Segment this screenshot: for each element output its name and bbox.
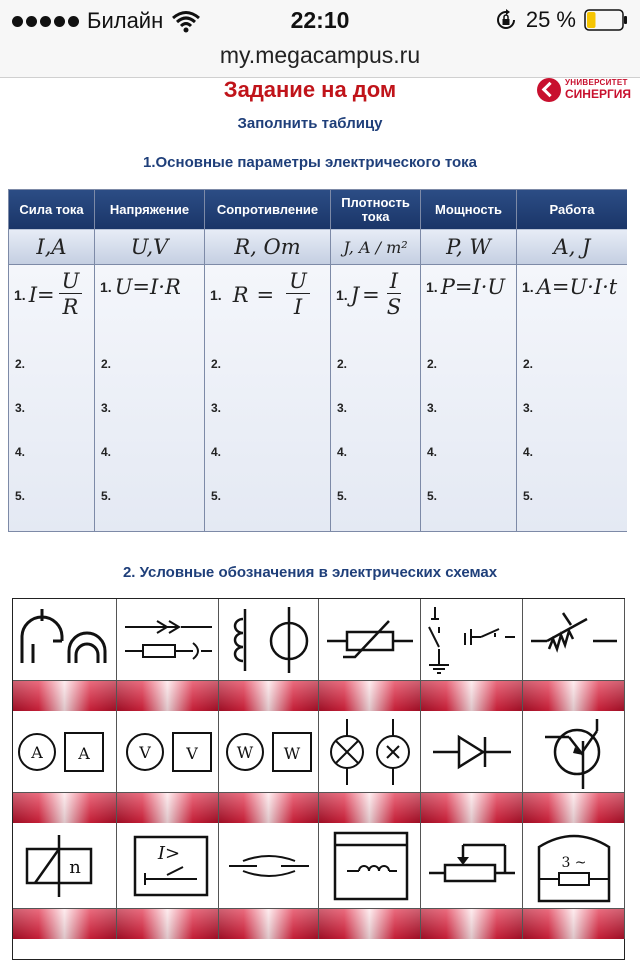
param-header: Работа bbox=[517, 190, 627, 230]
battery-icon bbox=[584, 9, 628, 31]
row-number: 5. bbox=[337, 489, 348, 503]
param-header: Плотность тока bbox=[331, 190, 420, 230]
thermal-switch-icon bbox=[523, 599, 625, 681]
row-number: 3. bbox=[101, 401, 112, 415]
row-number: 5. bbox=[427, 489, 438, 503]
param-col-voltage bbox=[95, 190, 205, 531]
decorative-band bbox=[219, 793, 319, 823]
param-formula bbox=[426, 275, 505, 299]
row-number: 3. bbox=[427, 401, 438, 415]
ammeter-label: A bbox=[31, 743, 43, 762]
spark-gap-icon bbox=[219, 823, 319, 909]
row-number: 4. bbox=[427, 445, 438, 459]
decorative-band bbox=[117, 909, 219, 939]
status-right bbox=[494, 7, 628, 33]
furnace-icon bbox=[523, 823, 625, 909]
furnace-label: 3 ~ bbox=[561, 855, 587, 871]
formula-fraction bbox=[387, 269, 401, 320]
arrow-and-fuse-icon bbox=[117, 599, 219, 681]
decorative-band bbox=[421, 681, 523, 711]
wattmeter-label: W bbox=[236, 743, 254, 762]
voltmeter-label: V bbox=[139, 743, 151, 762]
current-relay-icon bbox=[117, 823, 219, 909]
row-number: 5. bbox=[523, 489, 534, 503]
fraction-bottom: S bbox=[386, 295, 402, 319]
param-body bbox=[95, 265, 204, 531]
page-title: Задание на дом bbox=[223, 78, 397, 102]
param-formula bbox=[336, 269, 401, 320]
row-number: 2. bbox=[337, 357, 348, 371]
formula-number: 1. bbox=[210, 286, 222, 303]
param-unit: U,V bbox=[95, 230, 204, 265]
decorative-band bbox=[319, 681, 421, 711]
transistor-icon bbox=[523, 711, 625, 793]
formula-text: A=U·I·t bbox=[536, 275, 618, 299]
voltmeter-icon bbox=[117, 711, 219, 793]
param-header: Напряжение bbox=[95, 190, 204, 230]
inductor-and-source-icon bbox=[219, 599, 319, 681]
fraction-bottom: I bbox=[293, 295, 303, 319]
param-header: Мощность bbox=[421, 190, 516, 230]
formula-eq: = bbox=[256, 282, 275, 307]
formula-number: 1. bbox=[426, 279, 438, 295]
url-text[interactable]: my.megacampus.ru bbox=[219, 42, 421, 68]
param-formula bbox=[14, 269, 82, 320]
variable-resistor-icon bbox=[319, 599, 421, 681]
ammeter-icon bbox=[13, 711, 117, 793]
logo-big-text: СИНЕРГИЯ bbox=[565, 87, 632, 101]
param-unit: A, J bbox=[517, 230, 627, 265]
param-col-current bbox=[9, 190, 95, 531]
row-number: 4. bbox=[101, 445, 112, 459]
decorative-band bbox=[523, 681, 625, 711]
decorative-band bbox=[523, 909, 625, 939]
decorative-band bbox=[421, 909, 523, 939]
row-number: 4. bbox=[523, 445, 534, 459]
decorative-band bbox=[13, 793, 117, 823]
row-number: 2. bbox=[523, 357, 534, 371]
formula-number: 1. bbox=[100, 279, 112, 295]
wattmeter-label: W bbox=[283, 744, 301, 763]
decorative-band bbox=[117, 681, 219, 711]
row-number: 3. bbox=[15, 401, 26, 415]
decorative-band bbox=[219, 909, 319, 939]
param-body bbox=[517, 265, 627, 531]
formula-eq: = bbox=[362, 282, 380, 307]
param-body bbox=[421, 265, 516, 531]
param-unit: R, Om bbox=[205, 230, 330, 265]
logo-small-text: УНИВЕРСИТЕТ bbox=[565, 78, 628, 87]
row-number: 2. bbox=[427, 357, 438, 371]
param-formula bbox=[522, 275, 617, 299]
decorative-band bbox=[13, 909, 117, 939]
status-bar bbox=[0, 0, 640, 40]
synergy-logo bbox=[537, 78, 632, 104]
param-unit: I,A bbox=[9, 230, 94, 265]
relay-label: n bbox=[69, 857, 81, 878]
section1-title: 1.Основные параметры электрического тока bbox=[142, 154, 477, 171]
formula-number: 1. bbox=[14, 286, 26, 303]
plug-socket-icon bbox=[13, 599, 117, 681]
param-unit: P, W bbox=[421, 230, 516, 265]
row-number: 2. bbox=[211, 357, 222, 371]
formula-lhs: J bbox=[350, 282, 360, 307]
wattmeter-icon bbox=[219, 711, 319, 793]
section2-title: 2. Условные обозначения в электрических схемах bbox=[122, 564, 498, 581]
decorative-band bbox=[13, 681, 117, 711]
params-table bbox=[8, 189, 627, 532]
param-col-resistance bbox=[205, 190, 331, 531]
battery-percent: 25 % bbox=[525, 7, 576, 32]
heating-element-icon bbox=[319, 823, 421, 909]
param-body bbox=[9, 265, 94, 531]
row-number: 2. bbox=[15, 357, 26, 371]
param-col-power bbox=[421, 190, 517, 531]
formula-text: P=I·U bbox=[440, 275, 506, 299]
address-bar[interactable] bbox=[0, 40, 640, 78]
row-number: 3. bbox=[337, 401, 348, 415]
param-header: Сопротивление bbox=[205, 190, 330, 230]
param-body bbox=[331, 265, 420, 531]
logo-mark-icon bbox=[537, 78, 561, 102]
relay-icon bbox=[13, 823, 117, 909]
voltmeter-label: V bbox=[186, 744, 198, 763]
row-number: 4. bbox=[337, 445, 348, 459]
row-number: 5. bbox=[211, 489, 222, 503]
row-number: 4. bbox=[211, 445, 222, 459]
fraction-bottom: R bbox=[62, 295, 79, 319]
page-content bbox=[0, 78, 640, 960]
param-col-work bbox=[517, 190, 627, 531]
formula-fraction bbox=[59, 269, 83, 320]
decorative-band bbox=[117, 793, 219, 823]
fraction-top: I bbox=[387, 269, 401, 294]
lamps-icon bbox=[319, 711, 421, 793]
formula-lhs: I bbox=[28, 282, 37, 307]
decorative-band bbox=[319, 909, 421, 939]
decorative-band bbox=[421, 793, 523, 823]
fraction-top: U bbox=[286, 269, 310, 294]
param-unit: J, A / m² bbox=[331, 230, 420, 265]
formula-number: 1. bbox=[522, 279, 534, 295]
param-col-density bbox=[331, 190, 421, 531]
decorative-band bbox=[219, 681, 319, 711]
row-number: 4. bbox=[15, 445, 26, 459]
formula-text: U=I·R bbox=[114, 275, 181, 299]
row-number: 5. bbox=[15, 489, 26, 503]
formula-fraction bbox=[286, 269, 310, 320]
row-number: 3. bbox=[523, 401, 534, 415]
status-time: 22:10 bbox=[290, 7, 350, 33]
ammeter-label: A bbox=[78, 744, 90, 763]
carrier-name: Билайн bbox=[87, 8, 164, 33]
symbols-grid bbox=[12, 598, 625, 960]
rheostat-icon bbox=[421, 823, 523, 909]
rotation-lock-icon bbox=[494, 8, 518, 32]
switches-icon bbox=[421, 599, 523, 681]
page-subtitle: Заполнить таблицу bbox=[237, 115, 383, 132]
diode-icon bbox=[421, 711, 523, 793]
formula-number: 1. bbox=[336, 286, 348, 303]
row-number: 2. bbox=[101, 357, 112, 371]
param-body bbox=[205, 265, 330, 531]
decorative-band bbox=[319, 793, 421, 823]
formula-lhs: R bbox=[232, 282, 249, 307]
fraction-top: U bbox=[59, 269, 83, 294]
row-number: 5. bbox=[101, 489, 112, 503]
decorative-band bbox=[523, 793, 625, 823]
formula-eq: = bbox=[36, 282, 55, 307]
param-header: Сила тока bbox=[9, 190, 94, 230]
current-relay-label: I> bbox=[157, 843, 181, 864]
param-formula bbox=[210, 269, 310, 320]
param-formula bbox=[100, 275, 181, 299]
row-number: 3. bbox=[211, 401, 222, 415]
